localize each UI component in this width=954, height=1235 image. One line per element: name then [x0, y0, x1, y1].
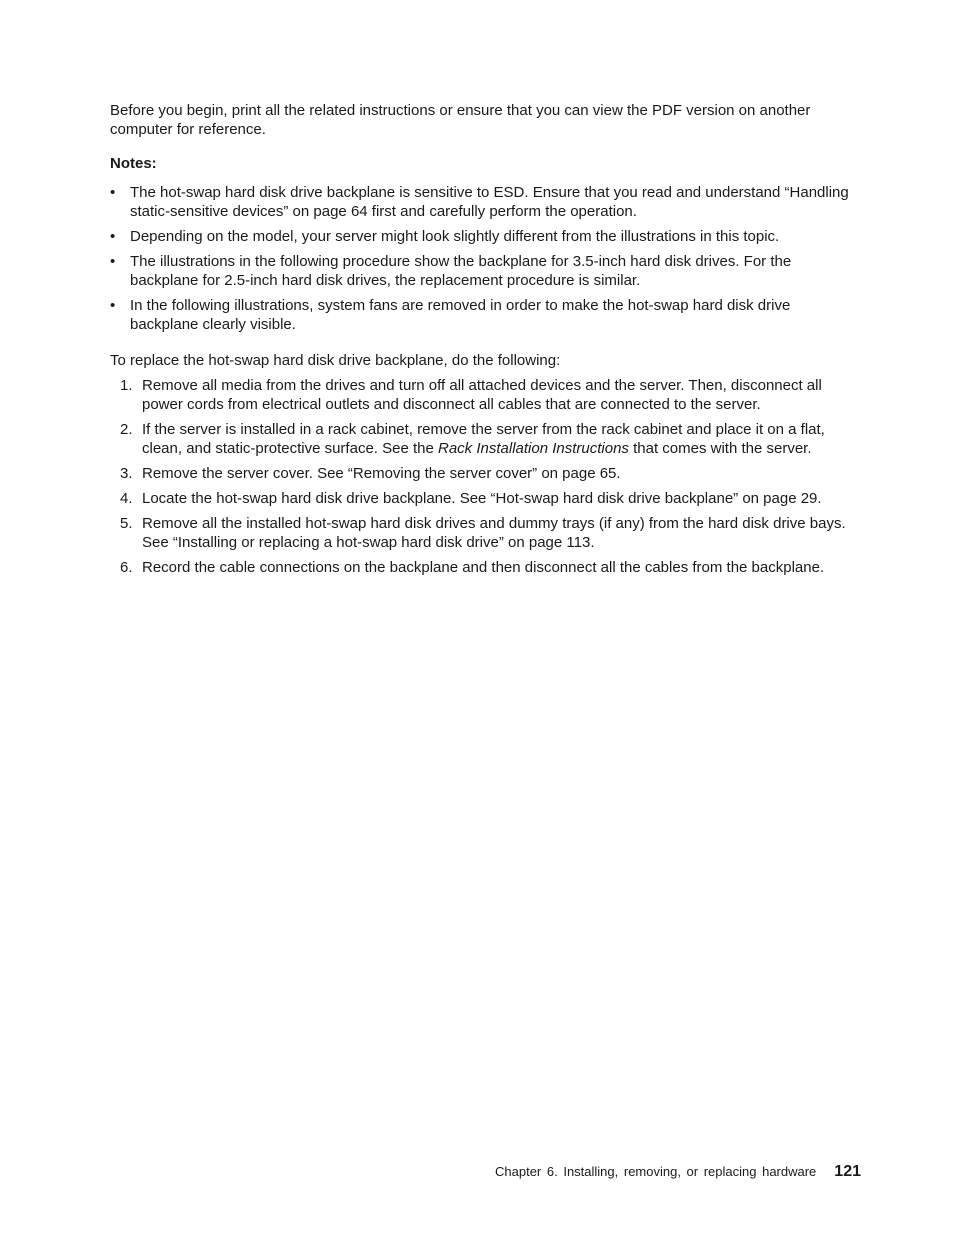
note-item [110, 227, 862, 246]
step-item [110, 489, 862, 508]
page-number: 121 [834, 1163, 861, 1180]
step-number: 5. [120, 515, 133, 532]
step-text-before: If the server is installed in a rack cabinet, remove the server from the rack cabinet and place it on a flat, clean, and static-protective surface. See the [142, 421, 825, 457]
steps-list [110, 376, 862, 577]
bullet-icon: • [110, 228, 116, 245]
step-item [110, 464, 862, 483]
page-content [110, 101, 862, 583]
step-text: Record the cable connections on the backplane and then disconnect all the cables from the backplane. [142, 559, 825, 576]
step-text: Remove all media from the drives and turn off all attached devices and the server. Then, disconnect all power cords from electrical outlets and disconnect all cables that are connected to the server. [142, 377, 822, 413]
note-text: The illustrations in the following procedure show the backplane for 3.5-inch hard disk drives. For the backplane for 2.5-inch hard disk drives, the replacement procedure is similar. [130, 253, 792, 289]
bullet-icon: • [110, 253, 116, 270]
chapter-title: Chapter 6. Installing, removing, or replacing hardware [495, 1164, 817, 1179]
steps-intro: To replace the hot-swap hard disk drive backplane, do the following: [110, 352, 561, 369]
step-number: 6. [120, 559, 133, 576]
notes-heading: Notes: [110, 155, 157, 172]
notes-list [110, 183, 862, 334]
step-text: Locate the hot-swap hard disk drive backplane. See “Hot-swap hard disk drive backplane” on page 29. [142, 490, 822, 507]
step-text: Remove all the installed hot-swap hard disk drives and dummy trays (if any) from the hard disk drive bays. See “Installing or replacing a hot-swap hard disk drive” on page 113. [142, 515, 846, 551]
bullet-icon: • [110, 184, 116, 201]
note-item [110, 252, 862, 290]
step-item [110, 514, 862, 552]
step-item [110, 558, 862, 577]
step-number: 4. [120, 490, 133, 507]
step-number: 2. [120, 421, 133, 438]
note-text: The hot-swap hard disk drive backplane is sensitive to ESD. Ensure that you read and understand “Handling static-sensitive devices” on page 64 first and carefully perform the operation. [130, 184, 849, 220]
step-text [142, 421, 825, 457]
step-text: Remove the server cover. See “Removing the server cover” on page 65. [142, 465, 621, 482]
step-number: 1. [120, 377, 133, 394]
step-item [110, 376, 862, 414]
note-item [110, 183, 862, 221]
note-text: Depending on the model, your server might look slightly different from the illustrations in this topic. [130, 228, 780, 245]
step-number: 3. [120, 465, 133, 482]
step-item [110, 420, 862, 458]
note-text: In the following illustrations, system fans are removed in order to make the hot-swap hard disk drive backplane clearly visible. [130, 297, 791, 333]
note-item [110, 296, 862, 334]
page-footer [495, 1162, 861, 1182]
rack-instructions-title: Rack Installation Instructions [438, 440, 629, 457]
step-text-after: that comes with the server. [628, 440, 812, 457]
bullet-icon: • [110, 297, 116, 314]
intro-paragraph: Before you begin, print all the related instructions or ensure that you can view the PDF version on another computer for reference. [110, 102, 811, 138]
